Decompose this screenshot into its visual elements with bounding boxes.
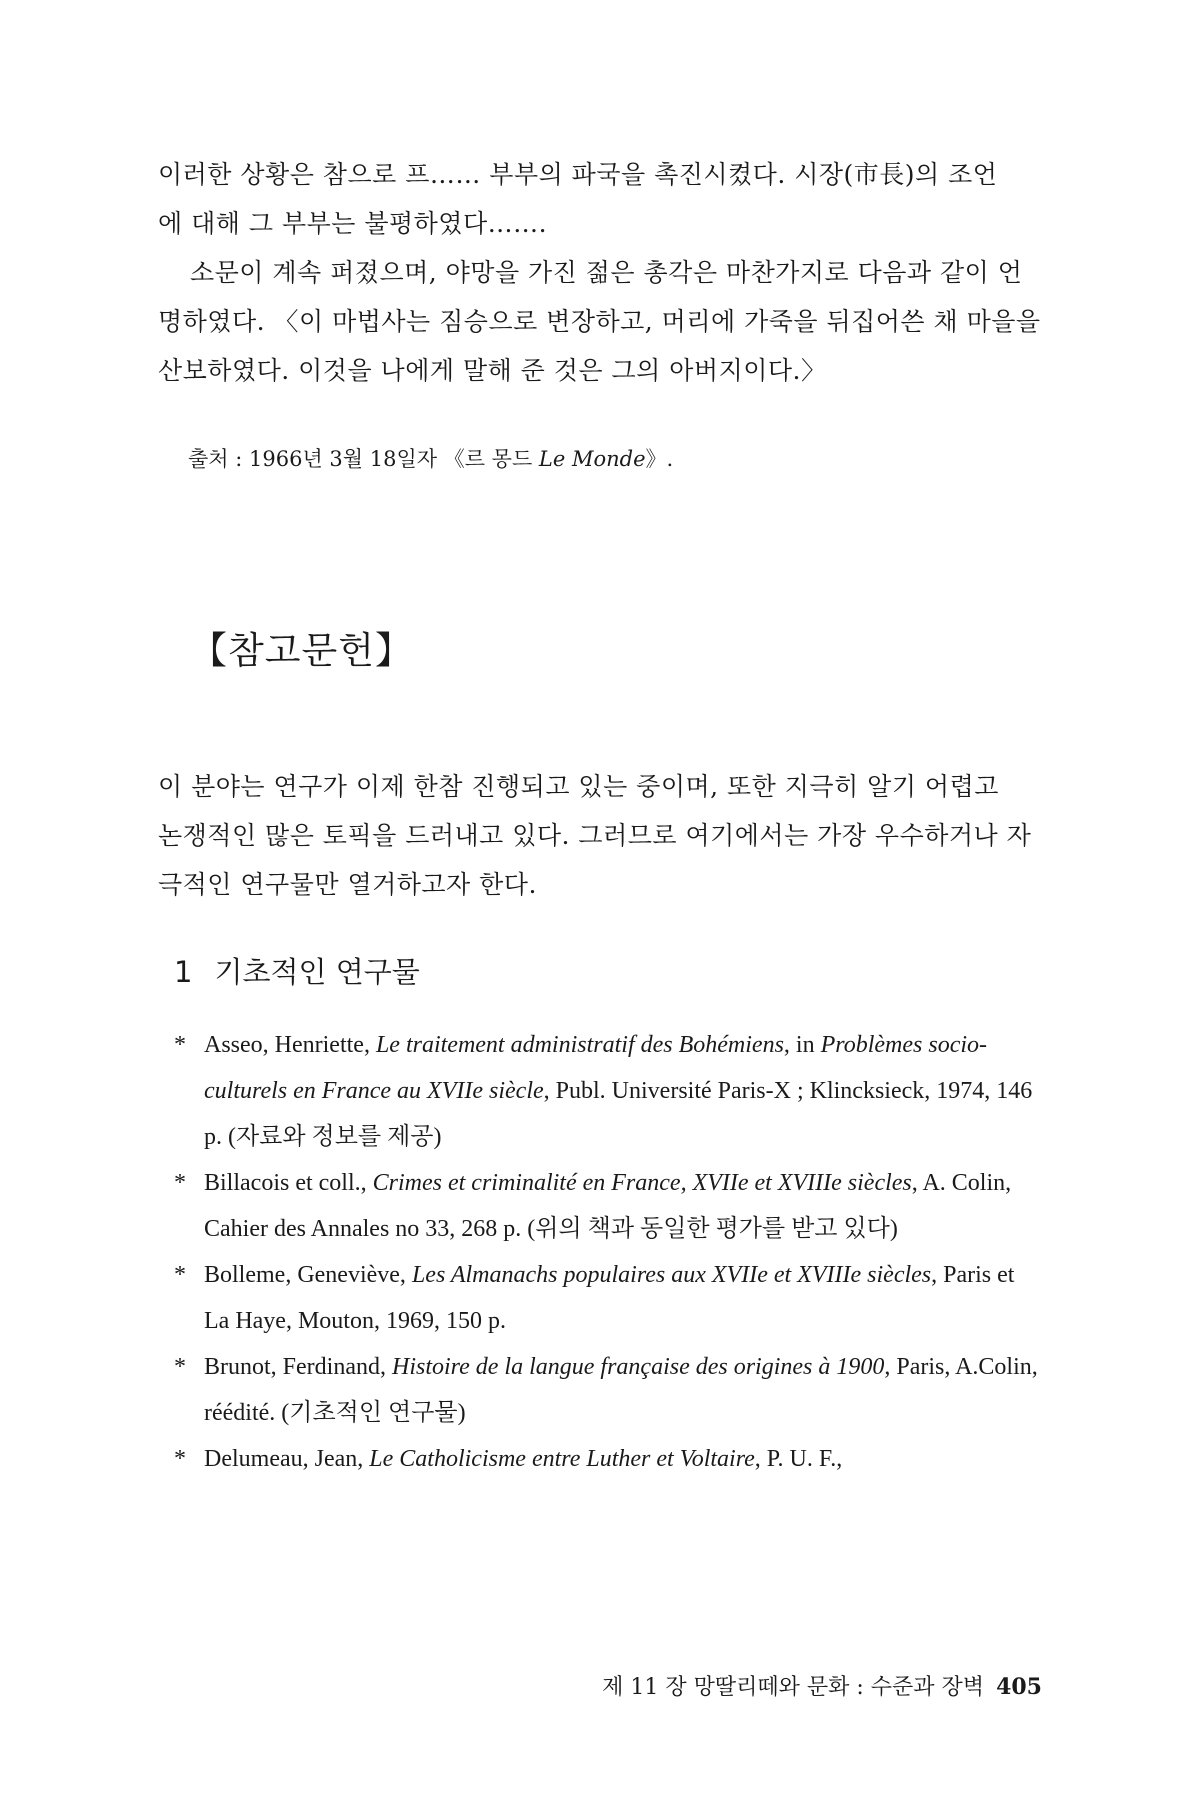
running-footer bbox=[602, 1672, 1042, 1703]
quote-line: 에 대해 그 부부는 불평하였다……. bbox=[158, 209, 548, 238]
ref-text: , in bbox=[783, 1032, 821, 1058]
section-title: 【참고문헌】 bbox=[190, 629, 413, 672]
bullet-star: * bbox=[174, 1032, 186, 1058]
source-suffix: 》. bbox=[645, 447, 674, 471]
reference-list bbox=[174, 1022, 1040, 1482]
ref-author: Bolleme, Geneviève, bbox=[204, 1262, 412, 1288]
reference-item bbox=[174, 1436, 1040, 1482]
ref-title: Crimes et criminalité en France, XVIIe et XVIIIe siècles bbox=[372, 1170, 912, 1196]
intro-line: 극적인 연구물만 열거하고자 한다. bbox=[158, 870, 537, 899]
reference-item bbox=[174, 1160, 1040, 1252]
ref-author: Brunot, Ferdinand, bbox=[204, 1354, 392, 1380]
intro-line: 논쟁적인 많은 토픽을 드러내고 있다. 그러므로 여기에서는 가장 우수하거나 자 bbox=[158, 821, 1032, 850]
intro-line: 이 분야는 연구가 이제 한참 진행되고 있는 중이며, 또한 지극히 알기 어렵고 bbox=[158, 772, 999, 801]
source-citation bbox=[188, 444, 673, 474]
ref-text: , A. Colin, Cahier des Annales no 33, 268 p. (위의 책과 동일한 평가를 받고 있다) bbox=[204, 1170, 1012, 1242]
bullet-star: * bbox=[174, 1354, 186, 1380]
ref-text: , Publ. Université Paris-X ; Klincksieck, 1974, 146 p. (자료와 정보를 제공) bbox=[204, 1078, 1033, 1150]
reference-item bbox=[174, 1344, 1040, 1436]
ref-text: , Paris, A.Colin, réédité. (기초적인 연구물) bbox=[204, 1354, 1038, 1426]
quote-line: 산보하였다. 이것을 나에게 말해 준 것은 그의 아버지이다.〉 bbox=[158, 356, 827, 385]
bullet-star: * bbox=[174, 1170, 186, 1196]
quote-line: 명하였다. 〈이 마법사는 짐승으로 변장하고, 머리에 가죽을 뒤집어쓴 채 마을을 bbox=[158, 307, 1041, 336]
ref-author: Billacois et coll., bbox=[204, 1170, 373, 1196]
quote-paragraph bbox=[158, 150, 1041, 395]
reference-item bbox=[174, 1022, 1040, 1160]
page-number: 405 bbox=[996, 1674, 1042, 1700]
ref-author: Delumeau, Jean, bbox=[204, 1446, 370, 1472]
subheading-number: 1 bbox=[174, 955, 193, 989]
ref-title: Les Almanachs populaires aux XVIIe et XVIIIe siècles bbox=[411, 1262, 932, 1288]
ref-text: , Paris et La Haye, Mouton, 1969, 150 p. bbox=[204, 1262, 1015, 1334]
footer-chapter: 제 11 장 망딸리떼와 문화 : 수준과 장벽 bbox=[602, 1675, 985, 1700]
ref-title: Histoire de la langue française des origines à 1900 bbox=[391, 1354, 885, 1380]
ref-title: Le Catholicisme entre Luther et Voltaire bbox=[369, 1446, 755, 1472]
source-title: Le Monde bbox=[538, 447, 646, 471]
ref-title: Problèmes socio-culturels en France au XVIIe siècle bbox=[204, 1032, 987, 1104]
ref-author: Asseo, Henriette, bbox=[204, 1032, 376, 1058]
source-prefix: 출처 : 1966년 3월 18일자 《르 몽드 bbox=[188, 447, 539, 471]
quote-line: 이러한 상황은 참으로 프…… 부부의 파국을 촉진시켰다. 시장(市長)의 조언 bbox=[158, 160, 998, 189]
ref-text: , P. U. F., bbox=[754, 1446, 843, 1472]
quote-line: 소문이 계속 퍼졌으며, 야망을 가진 젊은 총각은 마찬가지로 다음과 같이 언 bbox=[190, 258, 1023, 287]
bullet-star: * bbox=[174, 1446, 186, 1472]
bullet-star: * bbox=[174, 1262, 186, 1288]
subheading bbox=[174, 952, 420, 992]
intro-paragraph bbox=[158, 762, 1038, 909]
reference-item bbox=[174, 1252, 1040, 1344]
subheading-label: 기초적인 연구물 bbox=[214, 955, 420, 989]
ref-title: Le traitement administratif des Bohémiens bbox=[375, 1032, 784, 1058]
